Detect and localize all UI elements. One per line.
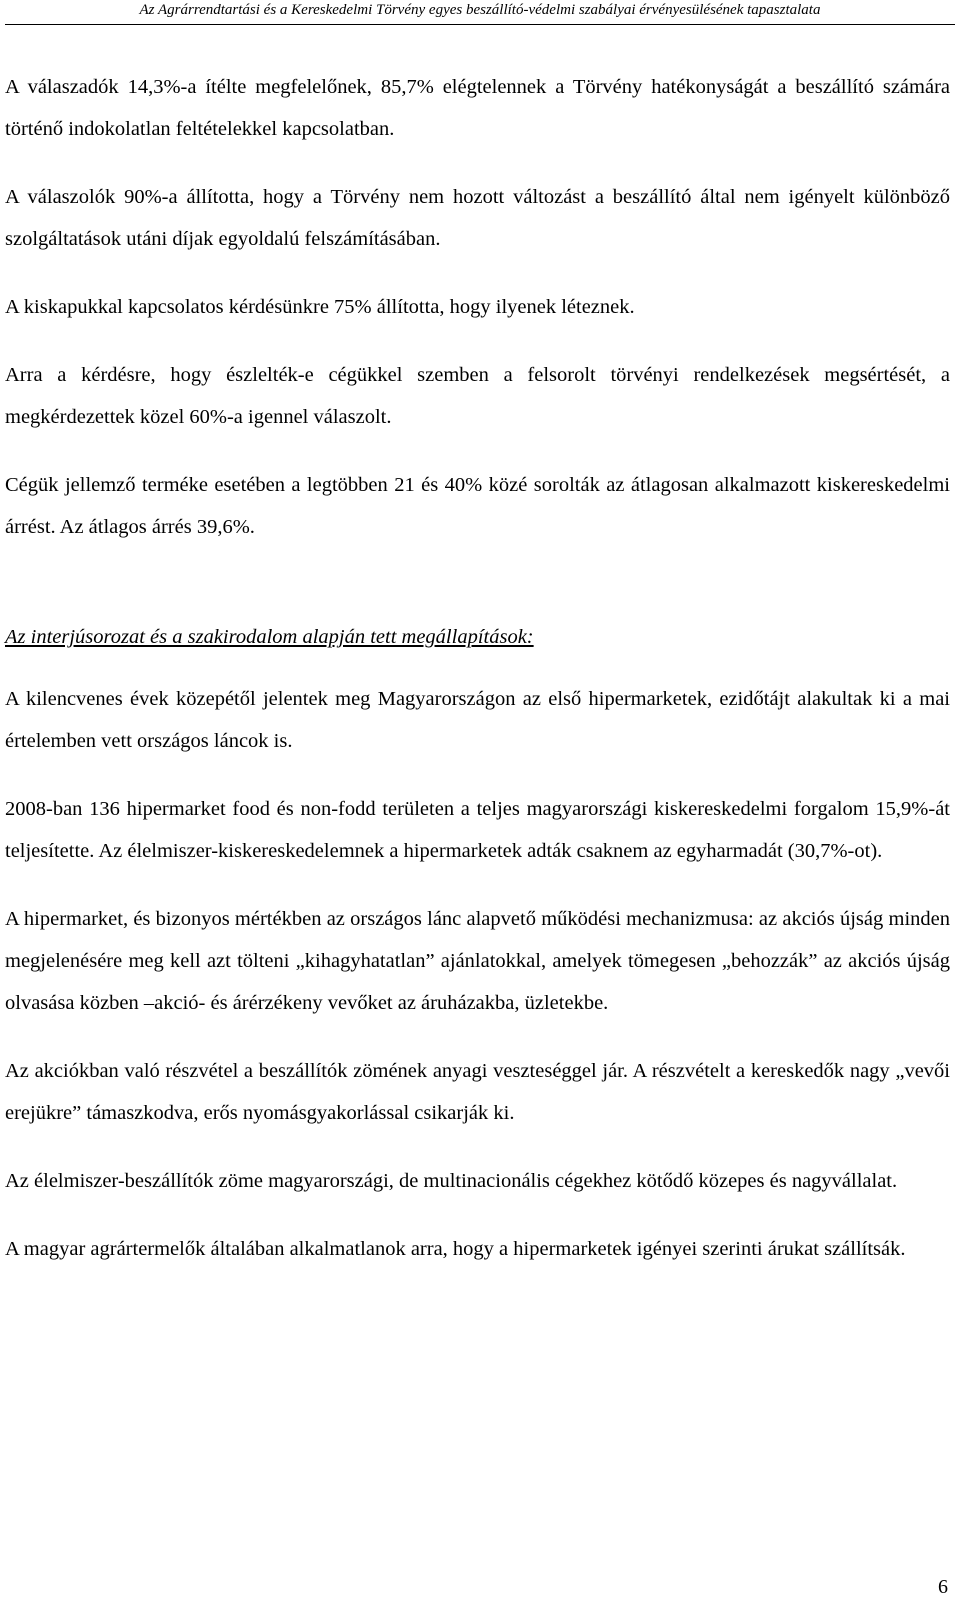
header-rule	[5, 24, 955, 25]
paragraph-supplier-conditions: A válaszadók 14,3%-a ítélte megfelelőnek, 85,7% elégtelennek a Törvény hatékonyságát a beszállító számára történő indokolatlan feltételekkel kapcsolatban.	[5, 76, 950, 140]
paragraph-service-fees: A válaszolók 90%-a állította, hogy a Törvény nem hozott változást a beszállító által nem igényelt különböző szolgáltatások utáni díjak egyoldalú felszámításában.	[5, 186, 950, 250]
paragraph-violations: Arra a kérdésre, hogy észlelték-e cégükkel szemben a felsorolt törvényi rendelkezések megsértését, a megkérdezettek közel 60%-a igennel válaszolt.	[5, 364, 950, 428]
running-header: Az Agrárrendtartási és a Kereskedelmi Törvény egyes beszállító-védelmi szabályai érvényesülésének tapasztalata	[139, 2, 821, 18]
body-text	[5, 66, 950, 1296]
paragraph-agricultural-producers: A magyar agrártermelők általában alkalmatlanok arra, hogy a hipermarketek igényei szerinti árukat szállítsák.	[5, 1238, 906, 1260]
paragraph-promotion-losses: Az akciókban való részvétel a beszállítók zömének anyagi veszteséggel jár. A részvételt a kereskedők nagy „vevői erejükre” támaszkodva, erős nyomásgyakorlással csikarják ki.	[5, 1060, 950, 1124]
paragraph-suppliers: Az élelmiszer-beszállítók zöme magyarországi, de multinacionális cégekhez kötődő közepes és nagyvállalat.	[5, 1170, 898, 1192]
paragraph-margin: Cégük jellemző terméke esetében a legtöbben 21 és 40% közé sorolták az átlagosan alkalmazott kiskereskedelmi árrést. Az átlagos árrés 39,6%.	[5, 474, 950, 538]
paragraph-hypermarkets-history: A kilencvenes évek közepétől jelentek meg Magyarországon az első hipermarketek, ezidőtájt alakultak ki a mai értelemben vett országos láncok is.	[5, 688, 950, 752]
paragraph-promotion-mechanism: A hipermarket, és bizonyos mértékben az országos lánc alapvető működési mechanizmusa: az akciós újság minden megjelenésére meg kell azt tölteni „kihagyhatatlan” ajánlatokkal, amelyek tömegesen „behozzák” az akciós újság olvasása közben –akció- és árérzékeny vevőket az áruházakba, üzletekbe.	[5, 908, 950, 1014]
section-title: Az interjúsorozat és a szakirodalom alapján tett megállapítások:	[5, 626, 534, 648]
paragraph-hypermarket-share: 2008-ban 136 hipermarket food és non-fodd területen a teljes magyarországi kiskereskedelmi forgalom 15,9%-át teljesítette. Az élelmiszer-kiskereskedelemnek a hipermarketek adták csaknem az egyharmadát (30,7%-ot).	[5, 798, 950, 862]
page-number: 6	[938, 1576, 948, 1598]
paragraph-loopholes: A kiskapukkal kapcsolatos kérdésünkre 75% állította, hogy ilyenek léteznek.	[5, 296, 635, 318]
